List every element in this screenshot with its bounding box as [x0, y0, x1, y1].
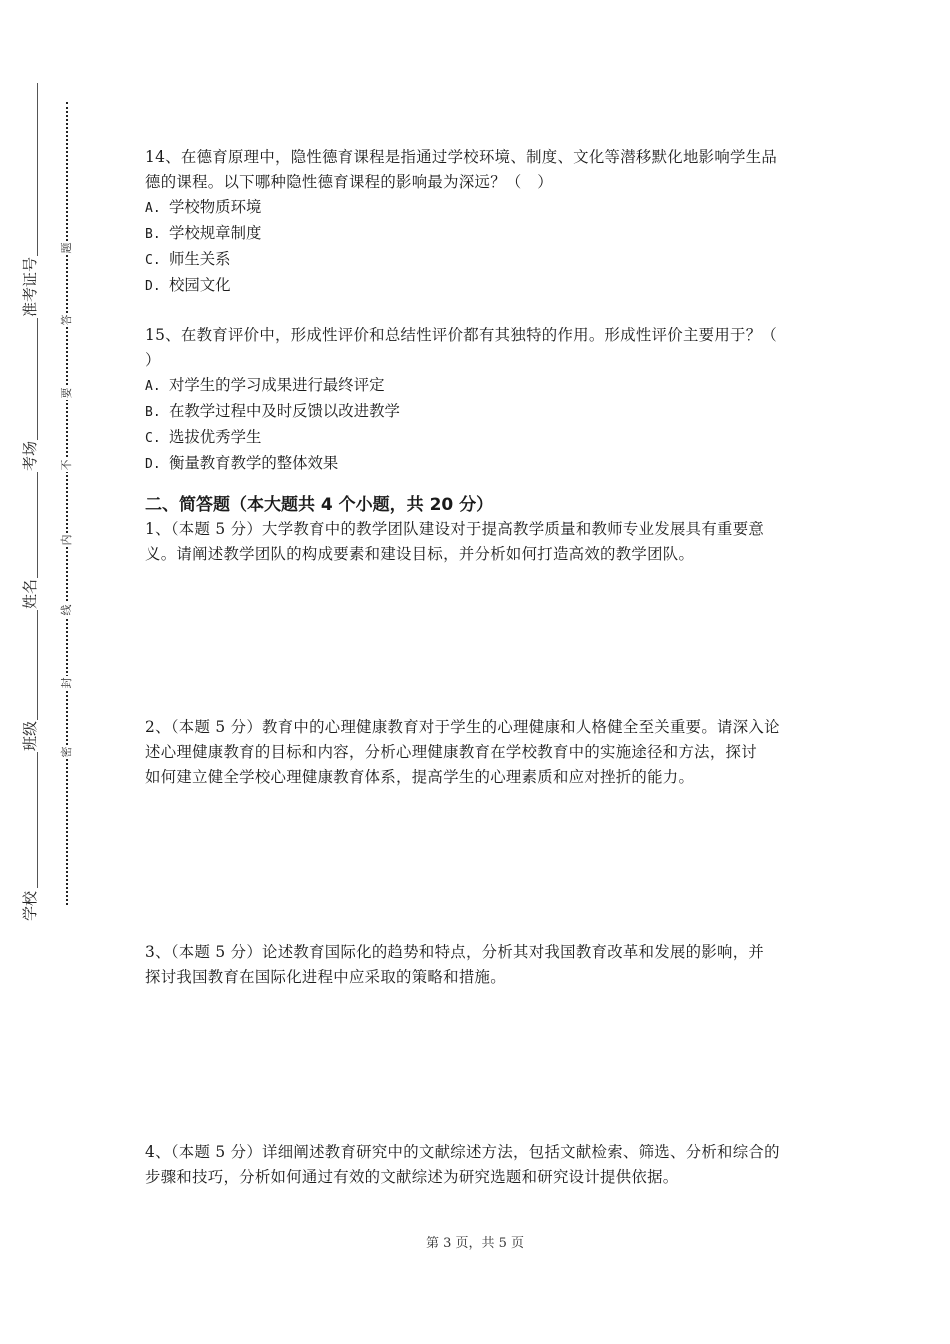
exam-content [145, 145, 810, 501]
seal-marker: 要 [60, 387, 73, 399]
seal-marker: 内 [60, 534, 73, 546]
exam-room-label: 考场 [21, 440, 39, 471]
seal-marker: 题 [60, 242, 73, 254]
short-answer-section [145, 493, 810, 567]
short-answer-4: 4、（本题 5 分）详细阐述教育研究中的文献综述方法，包括文献检索、筛选、分析和综合的 步骤和技巧，分析如何通过有效的文献综述为研究选题和研究设计提供依据。 [145, 1143, 780, 1186]
seal-dotted-line [66, 102, 68, 905]
option-d: D. 衡量教育教学的整体效果 [145, 454, 339, 472]
question-15 [145, 323, 810, 477]
option-d: D. 校园文化 [145, 276, 231, 294]
short-answer-3: 3、（本题 5 分）论述教育国际化的趋势和特点，分析其对我国教育改革和发展的影响，并 探讨我国教育在国际化进程中应采取的策略和措施。 [145, 943, 765, 986]
seal-marker: 封 [60, 677, 73, 689]
class-label: 班级 [21, 720, 39, 751]
school-label: 学校 [21, 890, 39, 921]
question-stem: 14、在德育原理中，隐性德育课程是指通过学校环境、制度、文化等潜移默化地影响学生品 [145, 148, 778, 166]
name-label: 姓名 [21, 578, 39, 609]
option-a: A. 对学生的学习成果进行最终评定 [145, 376, 385, 394]
seal-marker: 密 [60, 746, 73, 758]
option-a: A. 学校物质环境 [145, 198, 262, 216]
question-stem: 德的课程。以下哪种隐性德育课程的影响最为深远？（ ） [145, 173, 553, 191]
short-answer-1: 1、（本题 5 分）大学教育中的教学团队建设对于提高教学质量和教师专业发展具有重要意 义。请阐述教学团队的构成要素和建设目标，并分析如何打造高效的教学团队。 [145, 520, 765, 563]
page-number: 第 3 页，共 5 页 [425, 1236, 525, 1251]
question-stem: ） [145, 351, 161, 369]
option-c: C. 师生关系 [145, 250, 231, 268]
seal-marker: 不 [60, 459, 73, 471]
binding-solid-line [37, 83, 38, 888]
seal-marker: 答 [60, 314, 73, 326]
option-b: B. 在教学过程中及时反馈以改进教学 [145, 402, 400, 420]
seal-marker: 线 [60, 604, 73, 616]
exam-id-label: 准考证号 [21, 256, 39, 317]
section-title: 二、简答题（本大题共 4 个小题，共 20 分） [145, 495, 494, 515]
option-c: C. 选拔优秀学生 [145, 428, 262, 446]
question-stem: 15、在教育评价中，形成性评价和总结性评价都有其独特的作用。形成性评价主要用于？（ [145, 326, 778, 344]
short-answer-2: 2、（本题 5 分）教育中的心理健康教育对于学生的心理健康和人格健全至关重要。请深入论 述心理健康教育的目标和内容，分析心理健康教育在学校教育中的实施途径和方法，探讨 如何建立健全学校心理健康教育体系，提高学生的心理素质和应对挫折的能力。 [145, 718, 780, 786]
option-b: B. 学校规章制度 [145, 224, 262, 242]
question-14 [145, 145, 810, 299]
